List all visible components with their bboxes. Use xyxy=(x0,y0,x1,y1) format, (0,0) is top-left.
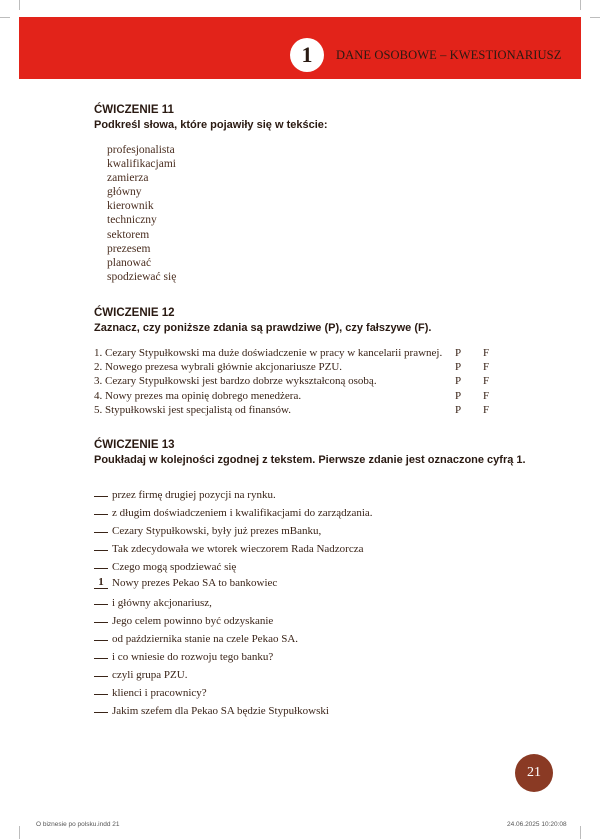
true-option[interactable]: P xyxy=(455,403,462,416)
statement-text: 1. Cezary Stypułkowski ma duże doświadczenie w pracy w kancelarii prawnej. xyxy=(94,347,443,359)
exercise-11-word-list xyxy=(107,143,176,284)
order-number-blank[interactable] xyxy=(94,502,108,515)
order-item-text: przez firmę drugiej pozycji na rynku. xyxy=(112,489,276,501)
exercise-12-instruction: Zaznacz, czy poniższe zdania są prawdziwe (P), czy fałszywe (F). xyxy=(94,322,432,334)
order-number-blank[interactable] xyxy=(94,700,108,713)
page-number-badge: 21 xyxy=(515,754,553,792)
order-number-blank[interactable] xyxy=(94,592,108,605)
crop-mark xyxy=(580,0,581,10)
true-option[interactable]: P xyxy=(455,389,462,402)
order-item-text: Jego celem powinno być odzyskanie xyxy=(112,615,274,627)
order-item xyxy=(94,682,373,700)
statement-row xyxy=(94,389,514,403)
order-item-text: Czego mogą spodziewać się xyxy=(112,561,237,573)
exercise-11-instruction: Podkreśl słowa, które pojawiły się w tekście: xyxy=(94,119,328,131)
exercise-12-title: ĆWICZENIE 12 xyxy=(94,307,175,319)
chapter-title: DANE OSOBOWE – KWESTIONARIUSZ xyxy=(336,48,562,62)
order-number-filled[interactable]: 1 xyxy=(94,576,108,589)
order-item xyxy=(94,484,373,502)
statement-row xyxy=(94,374,514,388)
order-item-text: i co wniesie do rozwoju tego banku? xyxy=(112,651,274,663)
order-item xyxy=(94,574,373,592)
order-number-blank[interactable] xyxy=(94,484,108,497)
word-item: sektorem xyxy=(107,228,150,241)
order-item-text: i główny akcjonariusz, xyxy=(112,597,212,609)
word-item: kwalifikacjami xyxy=(107,158,176,171)
order-item-text: Cezary Stypułkowski, były już prezes mBanku, xyxy=(112,525,322,537)
order-number-blank[interactable] xyxy=(94,520,108,533)
exercise-13-order-list xyxy=(94,484,373,718)
order-number-blank[interactable] xyxy=(94,646,108,659)
exercise-13-instruction: Poukładaj w kolejności zgodnej z tekstem. Pierwsze zdanie jest oznaczone cyfrą 1. xyxy=(94,454,526,466)
order-item-text: Jakim szefem dla Pekao SA będzie Stypułkowski xyxy=(112,705,329,717)
order-item-text: od października stanie na czele Pekao SA. xyxy=(112,633,299,645)
statement-row xyxy=(94,360,514,374)
order-item xyxy=(94,520,373,538)
order-item xyxy=(94,502,373,520)
order-item-text: czyli grupa PZU. xyxy=(112,669,188,681)
order-item xyxy=(94,646,373,664)
order-item-text: Nowy prezes Pekao SA to bankowiec xyxy=(112,577,278,589)
statement-row xyxy=(94,346,514,360)
order-item xyxy=(94,628,373,646)
word-item: prezesem xyxy=(107,242,151,255)
footer-datetime: 24.06.2025 10:20:08 xyxy=(507,821,567,828)
word-item: techniczny xyxy=(107,214,157,227)
statement-text: 5. Stypułkowski jest specjalistą od finansów. xyxy=(94,403,291,416)
order-item xyxy=(94,664,373,682)
exercise-11-title: ĆWICZENIE 11 xyxy=(94,104,174,116)
order-number-blank[interactable] xyxy=(94,664,108,677)
order-item xyxy=(94,700,373,718)
crop-mark xyxy=(19,826,20,839)
crop-mark xyxy=(0,17,10,18)
statement-text: 3. Cezary Stypułkowski jest bardzo dobrze wykształconą osobą. xyxy=(94,375,377,388)
chapter-number: 1 xyxy=(290,38,324,72)
false-option[interactable]: F xyxy=(483,361,490,374)
false-option[interactable]: F xyxy=(483,403,490,416)
crop-mark xyxy=(580,826,581,839)
word-item: planować xyxy=(107,256,152,269)
order-item xyxy=(94,538,373,556)
order-number-blank[interactable] xyxy=(94,682,108,695)
footer-file-info: O biznesie po polsku.indd 21 xyxy=(36,821,120,828)
word-item: zamierza xyxy=(107,172,149,185)
order-number-blank[interactable] xyxy=(94,556,108,569)
order-number-blank[interactable] xyxy=(94,538,108,551)
word-item: główny xyxy=(107,186,142,199)
statement-text: 2. Nowego prezesa wybrali głównie akcjonariusze PZU. xyxy=(94,361,343,374)
order-item-text: klienci i pracownicy? xyxy=(112,687,207,699)
false-option[interactable]: F xyxy=(483,389,490,402)
exercise-13-title: ĆWICZENIE 13 xyxy=(94,439,175,451)
order-item xyxy=(94,610,373,628)
statement-text: 4. Nowy prezes ma opinię dobrego menedżera. xyxy=(94,389,302,402)
true-option[interactable]: P xyxy=(455,375,462,388)
order-number-blank[interactable] xyxy=(94,610,108,623)
false-option[interactable]: F xyxy=(483,375,490,388)
crop-mark xyxy=(19,0,20,10)
word-item: kierownik xyxy=(107,200,154,213)
word-item: profesjonalista xyxy=(107,144,175,156)
word-item: spodziewać się xyxy=(107,270,177,283)
order-item xyxy=(94,556,373,574)
statement-row xyxy=(94,403,514,417)
crop-mark xyxy=(590,17,600,18)
false-option[interactable]: F xyxy=(483,347,490,359)
order-item xyxy=(94,592,373,610)
order-item-text: z długim doświadczeniem i kwalifikacjami do zarządzania. xyxy=(112,507,373,519)
exercise-12-statements xyxy=(94,346,514,417)
true-option[interactable]: P xyxy=(455,361,462,374)
order-number-blank[interactable] xyxy=(94,628,108,641)
order-item-text: Tak zdecydowała we wtorek wieczorem Rada Nadzorcza xyxy=(112,543,364,555)
true-option[interactable]: P xyxy=(455,347,462,359)
